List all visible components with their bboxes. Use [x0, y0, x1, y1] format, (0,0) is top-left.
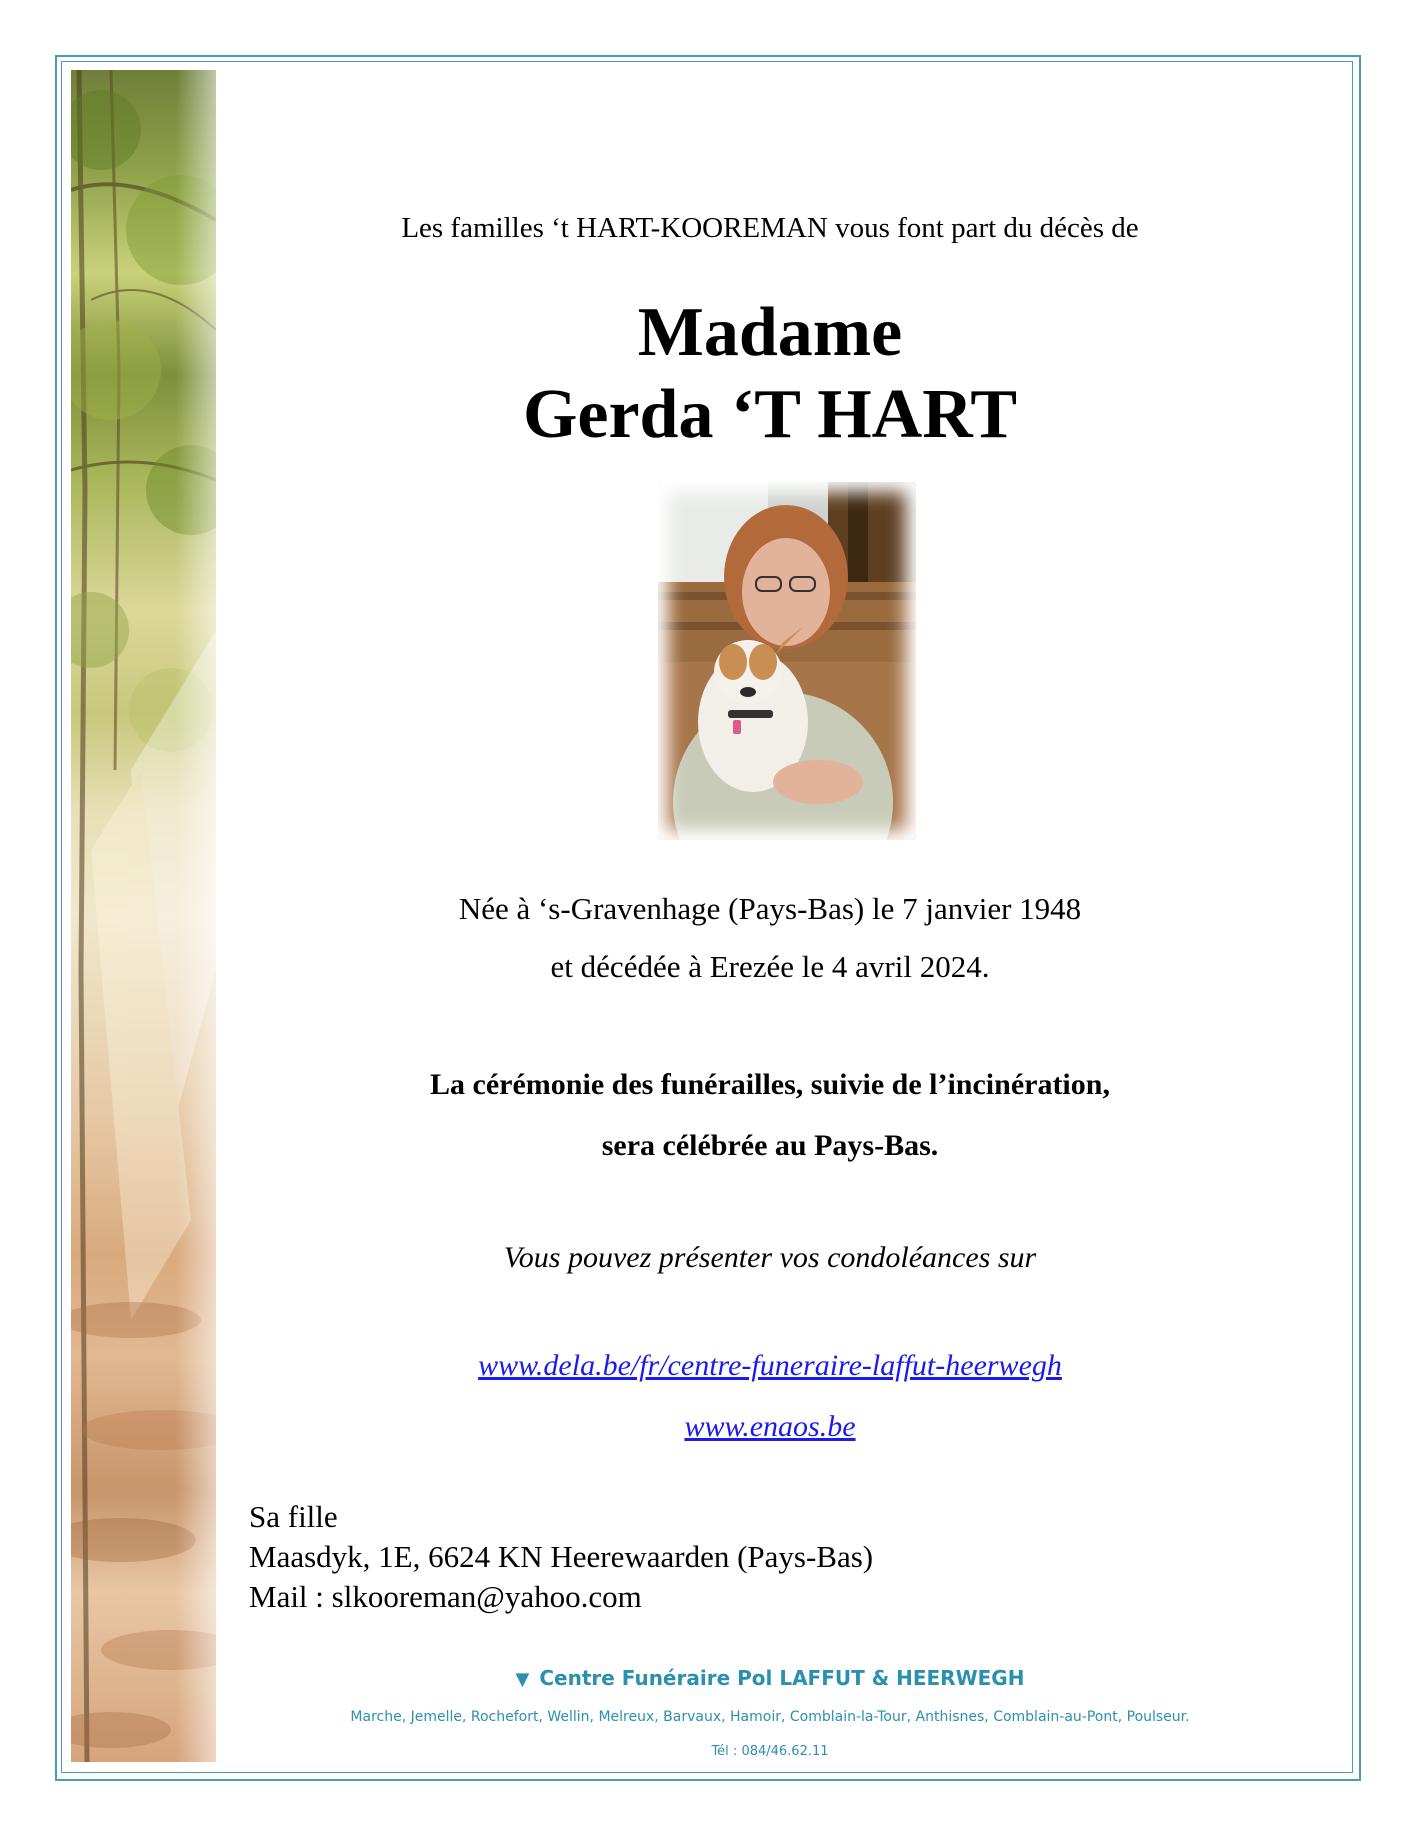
- family-contact: [249, 1497, 873, 1617]
- contact-relation: Sa fille: [249, 1499, 338, 1534]
- death-text: et décédée à Erezée le 4 avril 2024.: [550, 949, 990, 984]
- image-fade: [176, 70, 216, 1762]
- contact-mail: Mail : slkooreman@yahoo.com: [249, 1579, 642, 1614]
- funeral-home-name: [250, 1663, 1290, 1695]
- contact-address: Maasdyk, 1E, 6624 KN Heerewaarden (Pays-Bas): [249, 1539, 874, 1574]
- forest-path-image: [71, 70, 216, 1762]
- condolence-links: [250, 1335, 1290, 1457]
- title-line-1: Madame: [637, 294, 903, 371]
- ceremony-info: [250, 1054, 1290, 1176]
- birth-death-dates: [250, 880, 1290, 996]
- funeral-home-label: Centre Funéraire Pol LAFFUT & HEERWEGH: [539, 1666, 1025, 1690]
- deceased-name: [250, 292, 1290, 456]
- portrait-photo: [658, 482, 916, 840]
- ceremony-line-1: La cérémonie des funérailles, suivie de l’incinération,: [430, 1068, 1110, 1101]
- dela-link[interactable]: www.dela.be/fr/centre-funeraire-laffut-heerwegh: [478, 1349, 1062, 1382]
- funeral-home-locations: Marche, Jemelle, Rochefort, Wellin, Melreux, Barvaux, Hamoir, Comblain-la-Tour, Anthisnes, Comblain-au-Pont, Poulseur.: [350, 1709, 1190, 1725]
- birth-text: Née à ‘s-Gravenhage (Pays-Bas) le 7 janvier 1948: [458, 891, 1082, 926]
- triangle-down-icon: ▼: [515, 1669, 530, 1690]
- intro-text: Les familles ‘t HART-KOOREMAN vous font part du décès de: [401, 212, 1139, 244]
- ceremony-line-2: sera célébrée au Pays-Bas.: [601, 1129, 939, 1162]
- title-line-2: Gerda ‘T HART: [522, 376, 1018, 453]
- enaos-link[interactable]: www.enaos.be: [684, 1410, 856, 1443]
- funeral-home-phone: Tél : 084/46.62.11: [711, 1744, 829, 1759]
- condolences-text: Vous pouvez présenter vos condoléances sur: [503, 1241, 1037, 1274]
